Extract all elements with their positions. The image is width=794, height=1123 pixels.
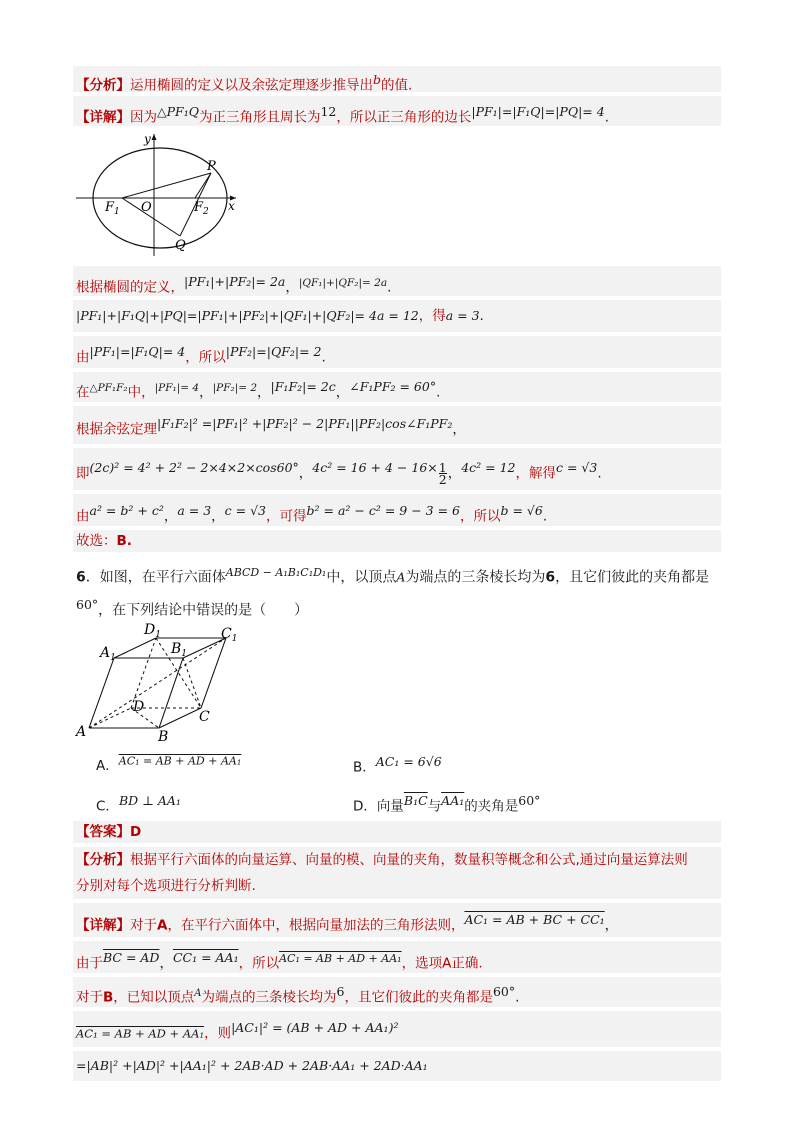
option-d[interactable]: D．向量$^{B_1C}$与$^{AA_1}$的夹角是$^{60^\circ}$	[353, 793, 541, 815]
step-line: 由$^{a^2 = b^2 + c^2}$，$^{a = 3}$，$^{c = √3}$，可得$^{b^2 = a^2 - c^2 = 9 - 3 = 6}$，所以$^{b = √6}$.	[76, 503, 548, 525]
vertex-a1-label: $A_1$	[100, 645, 116, 663]
option-a[interactable]: A．$^{AC_1 = AB + AD + AA_1}$	[96, 754, 242, 774]
question-6-line2: $^{60^\circ}$，在下列结论中错误的是（ ）	[76, 597, 309, 619]
step-line: 根据余弦定理$^{|F_1F_2|^2 =|PF_1|^2 +|PF_2|^2 - 2|PF_1||PF_2|cos\angle F_1PF_2}$，	[76, 416, 466, 438]
step-line: 根据椭圆的定义，$^{|PF_1|+|PF_2|= 2a}$，$^{|QF_1|+|QF_2|= 2a}$.	[76, 274, 392, 296]
vertex-b-label: B	[158, 729, 169, 744]
analysis-line-2: 分别对每个选项进行分析判断.	[76, 878, 256, 894]
origin-label: O	[141, 200, 152, 215]
step-line: =|AB|² +|AD|² +|AA₁|² + 2AB·AD + 2AB·AA₁ + 2AD·AA₁	[76, 1058, 428, 1073]
question-number: 6	[76, 569, 86, 586]
detail-tag: 【详解】	[76, 109, 130, 126]
answer-value: D	[130, 824, 142, 840]
analysis-tag: 【分析】	[76, 852, 130, 868]
detail-tag: 【详解】	[76, 917, 130, 934]
highlight-band	[73, 530, 721, 552]
step-line: 对于B，已知以顶点$^A$为端点的三条棱长均为$^6$，且它们彼此的夹角都是$^{60^\circ}$.	[76, 984, 520, 1006]
step-line: 由$^{|PF_1|=|F_1Q|= 4}$，所以$^{|PF_2|=|QF_2|= 2}$.	[76, 344, 326, 366]
highlight-band	[73, 821, 721, 843]
detail-line: 【详解】因为$^{\triangle PF_1Q}$为正三角形且周长为$^{12}$，所以正三角形的边长$^{|PF_1|=|F_1Q|=|PQ|= 4}$.	[76, 104, 609, 126]
answer-line	[76, 822, 141, 842]
choice-answer: B.	[116, 533, 132, 549]
fraction: $\frac{1}{2}$	[438, 460, 447, 487]
choice-line: 故选：B.	[76, 533, 132, 549]
analysis-line: 【分析】运用椭圆的定义以及余弦定理逐步推导出$^b$的值.	[76, 72, 413, 94]
vertex-a-label: A	[76, 724, 87, 740]
question-6-line1: 6．如图，在平行六面体$^{ABCD - A_1B_1C_1D_1}$中，以顶点A为端点的三条棱长均为6，且它们彼此的夹角都是	[76, 566, 710, 586]
answer-tag: 【答案】	[76, 824, 130, 840]
parallelepiped-figure	[72, 620, 248, 744]
focus-f1-label: $F_1$	[105, 200, 120, 217]
focus-f2-label: $F_2$	[194, 200, 209, 217]
detail-line: 【详解】对于A，在平行六面体中，根据向量加法的三角形法则，$^{AC_1 = AB + BC + CC_1}$，	[76, 912, 619, 934]
point-p-label: P	[207, 159, 216, 174]
vertex-c1-label: $C_1$	[221, 626, 238, 644]
option-c[interactable]: C．$^{BD \perp AA_1}$	[96, 793, 181, 815]
step-line: 即$^{(2c)^2 = 4^2 + 2^2 - 2\times 4\times 2\times cos60^\circ}$，$^{4c^2 = 16 + 4 - 16\times}$ $\frac{1}{2}$ ，$^{4c^2 = 12}$，解得$^{c = √3}$.	[76, 460, 602, 487]
analysis-line: 【分析】根据平行六面体的向量运算、向量的模、向量的夹角，数量积等概念和公式,通过向量运算法则	[76, 852, 688, 868]
ellipse-figure	[74, 132, 240, 258]
vertex-d1-label: $D_1$	[144, 622, 161, 640]
step-line: |PF₁|+|F₁Q|+|PQ|=|PF₁|+|PF₂|+|QF₁|+|QF₂|= 4a = 12，得a = 3.	[76, 308, 484, 324]
vertex-b1-label: $B_1$	[171, 641, 188, 659]
axis-x-label: x	[228, 199, 235, 213]
step-line: AC₁ = AB + AD + AA₁，则$^{|AC_1|^2 = (AB + AD + AA_1)^2}$	[76, 1020, 399, 1042]
step-line: 由于$^{BC = AD}$，$^{CC_1 = AA_1}$，所以$^{AC_1 = AB + AD + AA_1}$，选项A正确.	[76, 950, 483, 972]
step-line: 在$^{\triangle PF_1F_2}$中，$^{|PF_1|= 4}$，$^{|PF_2|= 2}$，$^{|F_1F_2|= 2c}$，$^{\angle F_1PF_2 = 60^\circ}$.	[76, 379, 441, 401]
vertex-c-label: C	[199, 709, 210, 725]
analysis-tag: 【分析】	[76, 77, 130, 94]
option-b[interactable]: B．$^{AC_1 = 6√6}$	[353, 754, 442, 776]
point-q-label: Q	[175, 238, 186, 253]
vertex-d-label: D	[133, 699, 145, 715]
axis-y-label: y	[144, 132, 151, 146]
